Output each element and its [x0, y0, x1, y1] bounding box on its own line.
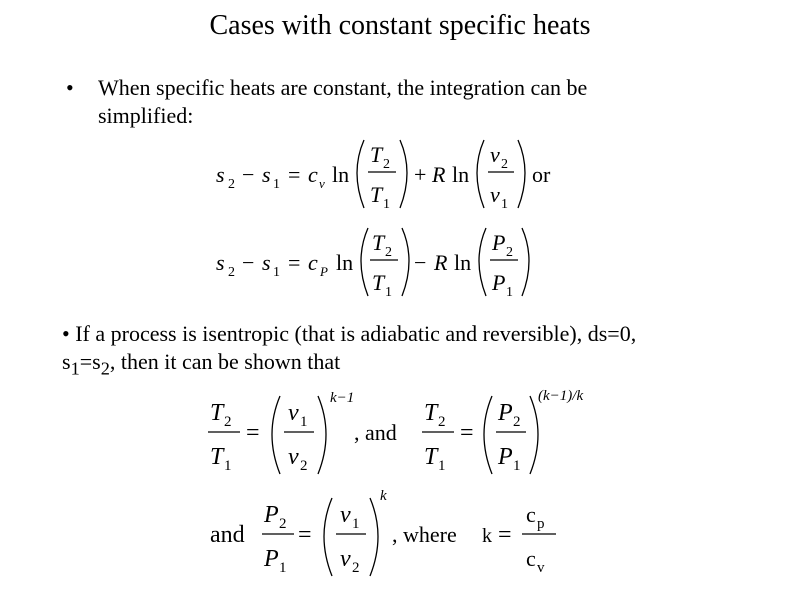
- svg-text:1: 1: [273, 265, 280, 280]
- cv-c: c: [526, 546, 536, 571]
- svg-text:s: s: [262, 250, 271, 275]
- equation-isentropic-pressure: [210, 488, 556, 576]
- bullet-line-2: simplified:: [98, 103, 194, 128]
- equation-entropy-cv: [216, 140, 551, 212]
- svg-text:v: v: [288, 444, 299, 470]
- svg-text:2: 2: [385, 245, 392, 260]
- svg-text:1: 1: [513, 458, 521, 474]
- svg-text:−: −: [242, 162, 255, 187]
- svg-text:2: 2: [224, 414, 232, 430]
- svg-text:v: v: [490, 142, 500, 167]
- exponent-k-minus-1-over-k: (k−1)/k: [538, 388, 584, 404]
- svg-text:=: =: [288, 250, 301, 275]
- subscript-1: 1: [70, 358, 80, 379]
- svg-text:+: +: [414, 162, 427, 187]
- svg-text:T: T: [424, 400, 438, 426]
- svg-text:=: =: [288, 162, 301, 187]
- svg-text:2: 2: [501, 157, 508, 172]
- svg-text:1: 1: [385, 285, 392, 300]
- svg-text:1: 1: [438, 458, 446, 474]
- isentropic-tail: , then it can be shown that: [109, 349, 341, 374]
- k-symbol: k: [482, 525, 492, 547]
- svg-text:1: 1: [279, 560, 287, 576]
- svg-text:2: 2: [228, 265, 235, 280]
- svg-text:v: v: [288, 400, 299, 426]
- svg-text:2: 2: [438, 414, 446, 430]
- where-word: , where: [392, 522, 457, 547]
- svg-text:2: 2: [300, 458, 308, 474]
- svg-text:s: s: [216, 162, 225, 187]
- svg-text:2: 2: [279, 516, 287, 532]
- svg-text:P: P: [320, 264, 328, 279]
- svg-text:T: T: [372, 270, 385, 295]
- svg-text:ln: ln: [332, 162, 350, 187]
- svg-text:P: P: [264, 546, 279, 572]
- svg-text:ln: ln: [336, 250, 354, 275]
- equation-isentropic-temperature: [208, 388, 583, 474]
- svg-text:=: =: [460, 420, 474, 446]
- bullet-symbol: •: [66, 75, 74, 100]
- svg-text:R: R: [432, 162, 446, 187]
- cp-subscript: p: [537, 516, 545, 532]
- svg-text:1: 1: [501, 197, 508, 212]
- svg-text:1: 1: [273, 177, 280, 192]
- svg-text:1: 1: [300, 414, 308, 430]
- svg-text:T: T: [370, 182, 383, 207]
- subscript-2: 2: [100, 358, 110, 379]
- svg-text:s: s: [216, 250, 225, 275]
- cp-c: c: [526, 502, 536, 527]
- page-title: Cases with constant specific heats: [209, 10, 591, 41]
- exponent-k: k: [380, 488, 387, 504]
- bullet-line-1: When specific heats are constant, the integration can be: [98, 75, 588, 100]
- svg-text:T: T: [372, 230, 385, 255]
- svg-text:c: c: [308, 162, 318, 187]
- svg-text:2: 2: [383, 157, 390, 172]
- svg-text:2: 2: [352, 560, 360, 576]
- and-word-1: , and: [354, 420, 397, 445]
- svg-text:−: −: [242, 250, 255, 275]
- svg-text:1: 1: [352, 516, 360, 532]
- svg-text:ln: ln: [454, 250, 472, 275]
- exponent-k-minus-1: k−1: [330, 390, 355, 406]
- svg-text:v: v: [340, 546, 351, 572]
- svg-text:P: P: [498, 444, 513, 470]
- svg-text:c: c: [308, 250, 318, 275]
- svg-text:v: v: [490, 182, 500, 207]
- svg-text:P: P: [264, 502, 279, 528]
- or-word: or: [532, 162, 551, 187]
- svg-text:=: =: [298, 522, 312, 548]
- svg-text:T: T: [210, 444, 224, 470]
- svg-text:P: P: [492, 270, 506, 295]
- svg-text:2: 2: [506, 245, 513, 260]
- svg-text:=: =: [498, 522, 512, 548]
- s-symbol: s: [62, 349, 71, 374]
- and-word-2: and: [210, 522, 245, 548]
- equals-s: =s: [79, 349, 101, 374]
- svg-text:−: −: [414, 250, 427, 275]
- svg-text:s: s: [262, 162, 271, 187]
- svg-text:1: 1: [506, 285, 513, 300]
- svg-text:R: R: [434, 250, 448, 275]
- svg-text:P: P: [492, 230, 506, 255]
- svg-text:T: T: [370, 142, 383, 167]
- svg-text:1: 1: [224, 458, 232, 474]
- svg-text:v: v: [340, 502, 351, 528]
- equation-entropy-cp: [216, 228, 529, 300]
- svg-text:1: 1: [383, 197, 390, 212]
- svg-text:ln: ln: [452, 162, 470, 187]
- isentropic-line-1: • If a process is isentropic (that is adiabatic and reversible), ds=0,: [62, 321, 637, 346]
- svg-text:=: =: [246, 420, 260, 446]
- svg-text:v: v: [319, 176, 325, 191]
- cv-subscript: v: [537, 560, 545, 576]
- svg-text:T: T: [424, 444, 438, 470]
- svg-text:2: 2: [228, 177, 235, 192]
- svg-text:2: 2: [513, 414, 521, 430]
- svg-text:T: T: [210, 400, 224, 426]
- svg-text:P: P: [498, 400, 513, 426]
